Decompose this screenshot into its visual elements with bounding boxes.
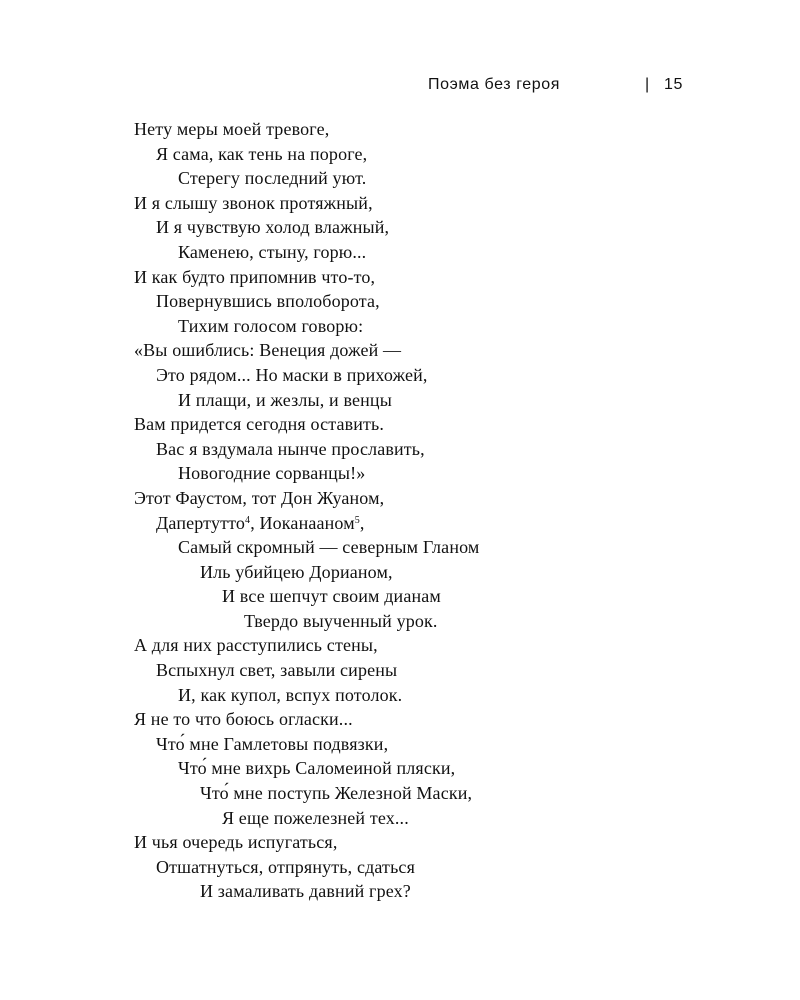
poem-line: И я чувствую холод влажный, <box>156 217 390 238</box>
poem-line: Нету меры моей тревоге, <box>134 119 330 139</box>
poem-line: И плащи, и жезлы, и венцы <box>178 389 392 410</box>
poem-line: И все шепчут своим дианам <box>222 586 441 607</box>
poem-line: «Вы ошиблись: Венеция дожей — <box>134 340 402 361</box>
poem-line: Я не то что боюсь огласки... <box>134 709 353 730</box>
poem-text <box>134 117 754 904</box>
poem-line: Каменею, стыну, горю... <box>178 241 367 262</box>
poem-line-with-footnotes <box>134 511 754 536</box>
poem-line: И, как купол, вспух потолок. <box>178 684 403 705</box>
running-header <box>0 76 800 96</box>
poem-text-segment: Дапертутто <box>156 512 246 533</box>
poem-text-segment: , <box>359 512 365 533</box>
poem-line: Вам придется сегодня оставить. <box>134 414 385 435</box>
header-separator: | <box>645 76 650 93</box>
poem-line: И я слышу звонок протяжный, <box>134 192 373 213</box>
poem-line: Что́ мне Гамлетовы подвязки, <box>156 733 389 754</box>
poem-line: Это рядом... Но маски в прихожей, <box>156 364 428 385</box>
page-number: 15 <box>664 76 683 93</box>
poem-line: Иль убийцею Дорианом, <box>200 561 393 582</box>
poem-line: Стерегу последний уют. <box>178 168 367 189</box>
poem-line: Твердо выученный урок. <box>244 610 438 631</box>
footnote-marker[interactable]: 5 <box>354 514 360 526</box>
poem-line: Новогодние сорванцы!» <box>178 463 366 484</box>
poem-line: И чья очередь испугаться, <box>134 832 338 853</box>
poem-line: А для них расступились стены, <box>134 635 378 656</box>
poem-line: Я еще пожелезней тех... <box>222 807 409 828</box>
poem-line: Что́ мне вихрь Саломеиной пляски, <box>178 758 456 779</box>
poem-line: И замаливать давний грех? <box>200 881 411 902</box>
poem-line: Вас я вздумала нынче прославить, <box>156 438 425 459</box>
poem-text-segment: , Иоканааном <box>250 512 355 533</box>
footnote-marker[interactable]: 4 <box>245 514 251 526</box>
poem-line: Тихим голосом говорю: <box>178 315 364 336</box>
poem-line: Вспыхнул свет, завыли сирены <box>156 660 398 681</box>
poem-line: И как будто припомнив что-то, <box>134 266 376 287</box>
poem-line: Отшатнуться, отпрянуть, сдаться <box>156 856 416 877</box>
poem-line: Повернувшись вполоборота, <box>156 291 380 312</box>
poem-line: Этот Фаустом, тот Дон Жуаном, <box>134 487 385 508</box>
poem-line: Я сама, как тень на пороге, <box>156 143 368 164</box>
poem-line: Что́ мне поступь Железной Маски, <box>200 783 473 804</box>
poem-line: Самый скромный — северным Гланом <box>178 537 480 558</box>
book-title: Поэма без героя <box>428 76 561 93</box>
